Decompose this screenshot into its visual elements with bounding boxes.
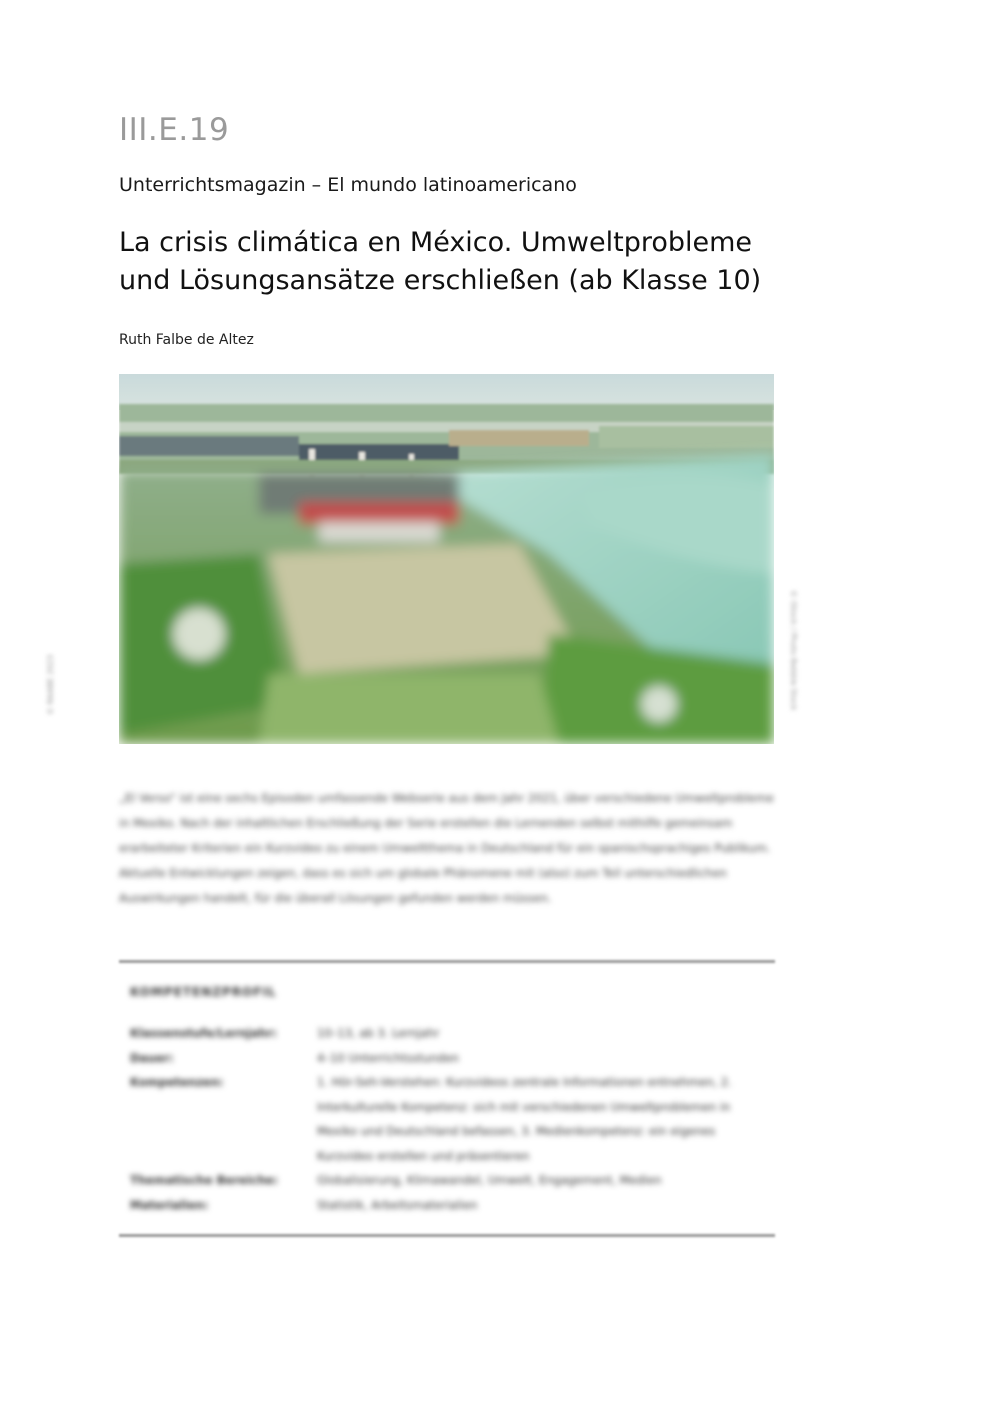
side-copyright: © RAABE 2023 xyxy=(46,654,55,715)
photo-credit: © iStock / Photo Bebble Stock xyxy=(789,590,798,711)
page-title-line-2: und Lösungsansätze erschließen (ab Klasse 10) xyxy=(119,265,762,296)
divider-top xyxy=(119,960,775,963)
intro-paragraph: „El Verso“ ist eine sechs Episoden umfassende Webserie aus dem Jahr 2021, über verschiedene Umweltprobleme in Mexiko. Nach der inhaltlichen Erschließung der Serie erstellen die Lernenden selbst mithilfe gemeinsam erarbeiteter Kriterien ein Kurzvideo zu einem Umweltthema in Deutschland für ein spanischsprachiges Publikum. Aktuelle Entwicklungen zeigen, dass es sich um globale Phänomene mit (also) zum Teil unterschiedlichen Auswirkungen handelt, für die überall Lösungen gefunden werden müssen. xyxy=(119,791,774,905)
profile-row: Klassenstufe/Lernjahr: 10–13, ab 3. Lernjahr xyxy=(130,1026,440,1040)
page-title xyxy=(119,224,839,300)
competence-heading: KOMPETENZPROFIL xyxy=(130,985,277,999)
magazine-kicker: Unterrichtsmagazin – El mundo latinoamericano xyxy=(119,174,577,196)
cover-photo xyxy=(119,374,774,744)
divider-bottom xyxy=(119,1234,775,1237)
profile-row: Thematische Bereiche: Globalisierung, Klimawandel, Umwelt, Engagement, Medien xyxy=(130,1173,662,1187)
page-title-line-1: La crisis climática en México. Umweltprobleme xyxy=(119,227,753,258)
author-name: Ruth Falbe de Altez xyxy=(119,332,254,348)
profile-row: Materialien: Statistik, Arbeitsmaterialien xyxy=(130,1197,478,1212)
competence-profile xyxy=(130,985,760,1217)
section-code: III.E.19 xyxy=(119,112,230,148)
profile-row: Dauer: 4–10 Unterrichtsstunden xyxy=(130,1050,459,1065)
profile-row: Kompetenzen: 1. Hör-Seh-Verstehen: Kurzvideos zentrale Informationen entnehmen, 2. Interkulturelle Kompetenz: sich mit verschiedenen Umweltproblemen in Mexiko und Deutschland befassen, 3. Medienkompetenz: ein eigenes Kurzvideo erstellen und präsentieren xyxy=(130,1075,732,1163)
